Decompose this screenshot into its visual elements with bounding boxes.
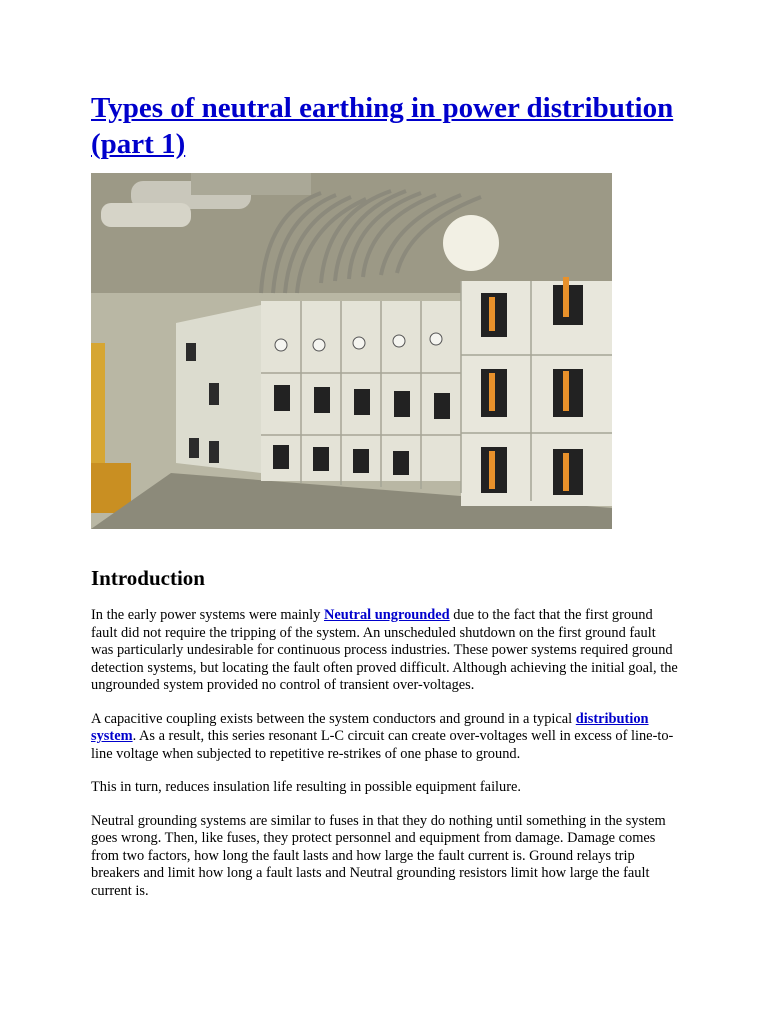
paragraph: Neutral grounding systems are similar to fuses in that they do nothing until something in the system goes wrong. Then, like fuses, they protect personnel and equipment from damage. Damage comes from two factors, how long the fault lasts and how large the fault current is. Ground relays trip breakers and limit how long a fault lasts and Neutral grounding resistors limit how large the fault current is.	[91, 812, 666, 899]
section-heading: Introduction	[91, 566, 205, 590]
paragraph: This in turn, reduces insulation life resulting in possible equipment failure.	[91, 779, 522, 795]
paragraph-text: A capacitive coupling exists between the system conductors and ground in a typical	[91, 710, 576, 727]
paragraph-text: due to the fact that the first ground fault did not require the tripping of the system. An unscheduled shutdown on the first ground fault was particularly undesirable for continuous process industries. These power systems required ground detection systems, but locating the fault often proved difficult. Although achieving the initial goal, the ungrounded system provided no control of transient over-voltages.	[91, 607, 678, 693]
paragraph	[91, 711, 681, 764]
switchgear-photo	[91, 173, 612, 529]
neutral-ungrounded-link[interactable]: Neutral ungrounded	[323, 607, 450, 623]
title-link[interactable]: Types of neutral earthing in power distribution (part 1)	[91, 92, 674, 160]
paragraph-text: . As a result, this series resonant L-C circuit can create over-voltages well in excess of line-to-line voltage when subjected to repetitive re-strikes of one phase to ground.	[91, 728, 674, 762]
distribution-system-link[interactable]: distribution system	[91, 710, 649, 744]
paragraph	[91, 607, 681, 695]
page-title	[91, 90, 691, 162]
paragraph-text: In the early power systems were mainly	[91, 607, 324, 623]
article	[91, 90, 691, 900]
